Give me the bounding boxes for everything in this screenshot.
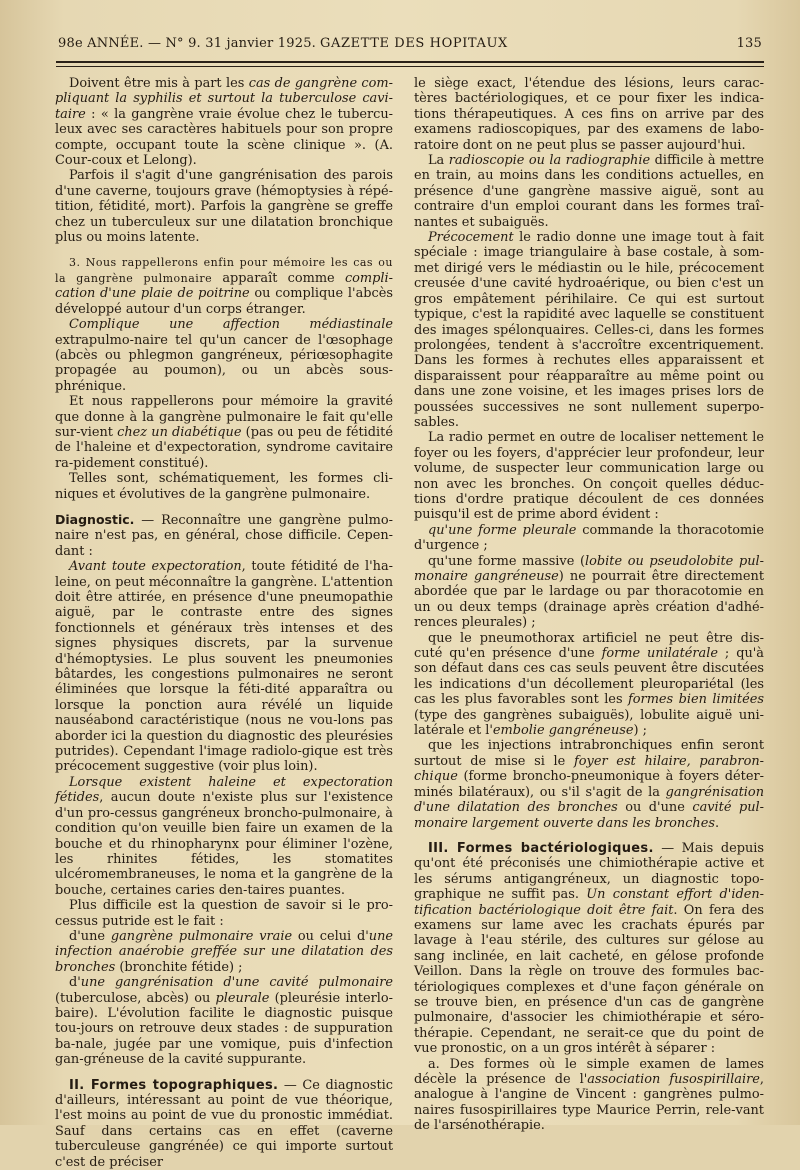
paragraph: Avant toute expectoration, toute fétidité de l'ha-leine, on peut méconnaître la gangrène. L'attention doit être attirée, en présence d'une pneumopathie aiguë, par le contraste entre des signes fonctionnels et généraux très intenses et des signes physiques discrets, par la survenue d'hémoptysies. Le plus souvent les pneumonies bâtardes, les congestions pulmonaires ne seront éliminées que lorsque la féti-dité apparaîtra ou lorsque la ponction aura révélé un liquide nauséabond caractéristique (nous ne vou-lons pas aborder ici la question du diagnostic des pleurésies putrides). Cependant l'image radiolo-gique est très précocement suggestive (voir plus loin).	[55, 559, 393, 775]
list-item: d'une gangrénisation d'une cavité pulmonaire (tuberculose, abcès) ou pleurale (pleurésie interlo-baire). L'évolution facilite le diagnostic puisque tou-jours on retrouve deux stades : de suppuration ba-nale, jugée par une vomique, puis d'infection gan-gréneuse de la cavité suppurante.	[55, 975, 393, 1068]
list-item: qu'une forme pleurale commande la thoracotomie d'urgence ;	[414, 522, 764, 554]
header-rule-thick	[56, 61, 764, 63]
paragraph: Plus difficile est la question de savoir si le pro-cessus putride est le fait :	[55, 898, 393, 929]
section-bacteriologic: III. Formes bactériologiques. — Mais depuis qu'ont été préconisés une chimiothérapie active et les sérums antigangréneux, un diagnostic topo-graphique ne suffit pas. Un constant effort d'iden-tification bactériologique doit être fait. On fera des examens sur lame avec les crachats épurés par lavage à l'eau stérile, des cultures sur gélose au sang inclinée, en lait cacheté, en gélose profonde Veillon. Dans la règle on trouve des formules bac-tériologiques complexes et d'une façon générale on se trouve bien, en présence d'un cas de gangrène pulmonaire, d'associer les chimiothérapie et séro-thérapie. Cependant, ne serait-ce que du point de vue pronostic, on a un gros intérêt à séparer :	[414, 840, 765, 1057]
running-header	[58, 36, 762, 58]
list-item: qu'une forme massive (lobite ou pseudolobite pul-monaire gangréneuse) ne pourrait être directement abordée que par le lardage ou par thoracotomie en un ou deux temps (drainage après création d'adhé-rences pleurales) ;	[414, 553, 764, 631]
paragraph: Complique une affection médiastinale extrapulmo-naire tel qu'un cancer de l'œsophage (abcès ou phlegmon gangréneux, périœsophagite propagée au poumon), ou un abcès sous-phrénique.	[55, 317, 393, 394]
paragraph: Parfois il s'agit d'une gangrénisation des parois d'une caverne, toujours grave (hémoptysies à répé-tition, fétidité, mort). Parfois la gangrène se greffe chez un tuberculeux sur une dilatation bronchique plus ou moins latente.	[55, 168, 393, 246]
section-heading: III. Formes bactériologiques.	[428, 840, 654, 856]
paragraph: 3. Nous rappellerons enfin pour mémoire les cas ou la gangrène pulmonaire apparaît comme compli-cation d'une plaie de poitrine ou complique l'abcès développé autour d'un corps étranger.	[55, 256, 393, 317]
header-rule-thin	[56, 66, 764, 67]
paragraph: le siège exact, l'étendue des lésions, leurs carac-tères bactériologiques, et ce pour fixer les indica-tions thérapeutiques. A ces fins on arrive par des examens radioscopiques, par des examens de labo-ratoire dont on ne peut plus se passer aujourd'hui.	[414, 76, 764, 153]
paragraph: Lorsque existent haleine et expectoration fétides, aucun doute n'existe plus sur l'existence d'un pro-cessus gangréneux broncho-pulmonaire, à condition qu'on veuille bien faire un examen de la bouche et du rhinopharynx pour éliminer l'ozène, les rhinites fétides, les stomatites ulcéromembraneuses, le noma et la gangrène de la bouche, certaines caries den-taires puantes.	[55, 774, 393, 898]
section-diagnostic: Diagnostic. — Reconnaître une gangrène pulmo-naire n'est pas, en général, chose difficile. Cepen-dant :	[55, 511, 393, 559]
paragraph: Telles sont, schématiquement, les formes cli-niques et évolutives de la gangrène pulmonaire.	[55, 471, 393, 502]
issue-info: 98e ANNÉE. — N° 9. 31 janvier 1925.	[58, 36, 317, 51]
section-topographic: II. Formes topographiques. — Ce diagnostic d'ailleurs, intéressant au point de vue théorique, l'est moins au point de vue du pronostic immédiat. Sauf dans certains cas en effet (caverne tuberculeuse gangrénée) ce qui importe surtout c'est de préciser	[55, 1077, 394, 1170]
list-item: que les injections intrabronchiques enfin seront surtout de mise si le foyer est hilaire, parabron-chique (forme broncho-pneumonique à foyers déter-minés bilatéraux), ou s'il s'agit de la gangrénisation d'une dilatation des bronches ou d'une cavité pul-monaire largement ouverte dans les bronches.	[414, 738, 765, 831]
journal-title: GAZETTE DES HOPITAUX	[320, 36, 508, 51]
paragraph: La radioscopie ou la radiographie difficile à mettre en train, au moins dans les conditions actuelles, en présence d'une gangrène massive aiguë, sont au contraire d'un emploi courant dans les formes traî-nantes et subaiguës.	[414, 153, 765, 230]
page-number: 135	[736, 36, 762, 51]
paragraph: Doivent être mis à part les cas de gangrène com-pliquant la syphilis et surtout la tuberculose cavi-taire : « la gangrène vraie évolue chez le tubercu-leux avec ses caractères habituels pour son propre compte, occupant toute la scène clinique ». (A. Cour-coux et Lelong).	[55, 76, 393, 169]
paragraph: Et nous rappellerons pour mémoire la gravité que donne à la gangrène pulmonaire le fait qu'elle sur-vient chez un diabétique (pas ou peu de fétidité de l'haleine et d'expectoration, syndrome cavitaire ra-pidement constitué).	[55, 394, 393, 471]
right-column	[414, 76, 764, 1134]
paragraph: Précocement le radio donne une image tout à fait spéciale : image triangulaire à base costale, à som-met dirigé vers le médiastin ou le hile, précocement creusée d'une cavité hydroaérique, ou bien c'est un gros empâtement périhilaire. Ce qui est surtout typique, c'est la rapidité avec laquelle se constituent des images spélonquaires. Celles-ci, dans les formes prolongées, tendent à s'accroître excentriquement. Dans les formes à rechutes elles apparaissent et disparaissent pour réapparaître au même point ou dans une zone voisine, et les images prises lors de poussées successives ne sont nullement superpo-sables.	[414, 230, 764, 430]
list-item: a. Des formes où le simple examen de lames décèle la présence de l'association fusospirillaire, analogue à l'angine de Vincent : gangrènes pulmo-naires fusospirillaires type Maurice Perrin, rele-vant de l'arsénothérapie.	[414, 1056, 764, 1134]
section-heading: Diagnostic.	[55, 511, 135, 527]
section-heading: II. Formes topographiques.	[69, 1077, 279, 1093]
left-column	[55, 76, 393, 1170]
list-item: que le pneumothorax artificiel ne peut être dis-cuté qu'en présence d'une forme unilatérale ; qu'à son défaut dans ces cas seuls peuvent être discutées les indications d'un décollement pleuropariétal (les cas les plus favorables sont les formes bien limitées (type des gangrènes subaiguës), lobulite aiguë uni-latérale et l'embolie gangréneuse) ;	[414, 630, 764, 739]
list-item: d'une gangrène pulmonaire vraie ou celui d'une infection anaérobie greffée sur une dilatation des bronches (bronchite fétide) ;	[55, 928, 393, 975]
paragraph: La radio permet en outre de localiser nettement le foyer ou les foyers, d'apprécier leur profondeur, leur volume, de suspecter leur communication large ou non avec les bronches. On conçoit quelles déduc-tions d'ordre pratique découlent de ces données puisqu'il est de prime abord évident :	[414, 430, 764, 523]
